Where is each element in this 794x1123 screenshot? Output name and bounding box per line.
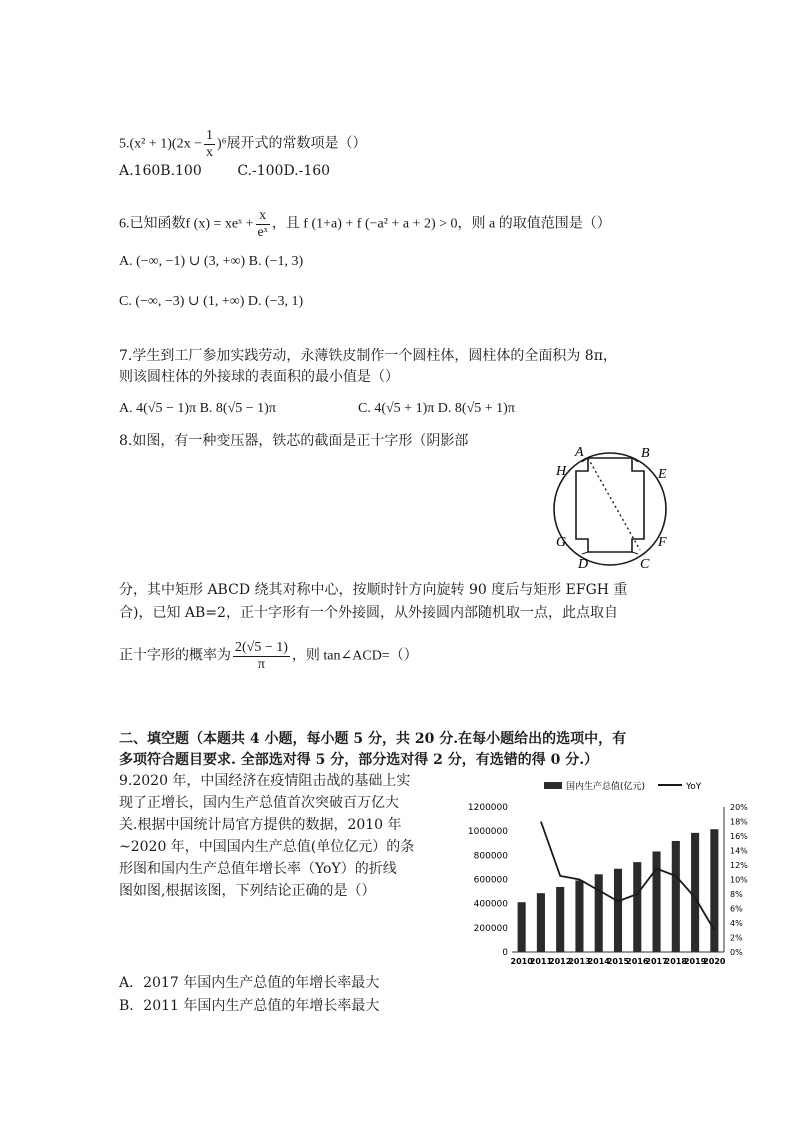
- q8-line2: 分，其中矩形 ABCD 绕其对称中心，按顺时针方向旋转 90 度后与矩形 EFGH 重: [119, 582, 628, 598]
- chart-legend: [544, 780, 702, 792]
- q6-frac-num: x: [256, 208, 270, 225]
- section2-heading: [119, 729, 626, 749]
- q5-frac-den: x: [205, 145, 213, 160]
- gdp-bar: [614, 869, 622, 952]
- q9-option-a: A．2017 年国内生产总值的年增长率最大: [119, 975, 380, 991]
- left-tick-label: 800000: [473, 851, 508, 862]
- label-h: H: [556, 464, 567, 479]
- q5-stem: [119, 128, 367, 161]
- q5-frac-num: 1: [205, 128, 213, 143]
- q9-line5: 形图和国内生产总值年增长率（YoY）的折线: [119, 861, 397, 877]
- q9-line1: 9.2020 年，中国经济在疫情阻击战的基础上实: [119, 773, 411, 789]
- x-tick-label: 2015: [606, 957, 630, 966]
- left-tick-label: 600000: [473, 875, 508, 886]
- gdp-chart: [458, 775, 754, 975]
- q9-option-b: B．2011 年国内生产总值的年增长率最大: [119, 998, 380, 1014]
- label-b: B: [641, 446, 650, 461]
- legend-bar-label: 国内生产总值(亿元): [566, 782, 646, 792]
- right-tick-label: 6%: [730, 904, 743, 914]
- right-tick-label: 20%: [730, 803, 748, 812]
- q7-line2: 则该圆柱体的外接球的表面积的最小值是（）: [119, 369, 399, 385]
- q8-frac-num: 2(√5 − 1): [235, 640, 288, 655]
- label-a: A: [575, 445, 584, 460]
- q8-line3: 合)，已知 AB=2，正十字形有一个外接圆，从外接圆内部随机取一点，此点取自: [119, 605, 618, 621]
- gdp-bar: [575, 880, 583, 952]
- q5-number: 5.: [119, 136, 130, 152]
- x-tick-label: 2020: [703, 957, 726, 966]
- section2-instructions: 多项符合题目要求. 全部选对得 5 分，部分选对得 2 分，有选错的得 0 分.）: [119, 752, 599, 768]
- q5-options: A.160B.100 C.-100D.-160: [119, 163, 331, 179]
- q9-line2: 现了正增长，国内生产总值首次突破百万亿大: [119, 795, 399, 811]
- label-e: E: [658, 467, 667, 482]
- label-d: D: [578, 557, 589, 572]
- left-tick-label: 1200000: [467, 803, 508, 813]
- gdp-bar: [556, 887, 564, 952]
- right-tick-label: 12%: [730, 861, 748, 870]
- cross-section-figure: [548, 440, 678, 576]
- gdp-bar: [595, 874, 603, 952]
- q8-probability-text: 正十字形的概率为: [119, 648, 231, 664]
- x-tick-label: 2010: [510, 957, 533, 966]
- q5-expression: (x² + 1)(2x −: [129, 136, 202, 152]
- q7-line1: 7.学生到工厂参加实践劳动，永薄铁皮制作一个圆柱体，圆柱体的全面积为 8π，: [119, 348, 617, 364]
- x-tick-label: 2018: [664, 957, 687, 966]
- gdp-bar: [652, 851, 660, 952]
- circumscribed-circle: [554, 453, 666, 565]
- right-tick-label: 2%: [730, 933, 743, 943]
- left-tick-label: 200000: [473, 923, 508, 934]
- q5-exponent: )⁶: [216, 136, 227, 152]
- q6-options-cd: C. (−∞, −3) ∪ (1, +∞) D. (−3, 1): [119, 294, 304, 309]
- q6-frac-den: eˣ: [257, 225, 268, 240]
- legend-bar-swatch: [544, 782, 562, 789]
- gdp-bar: [633, 862, 641, 952]
- x-tick-label: 2012: [549, 957, 572, 966]
- section2-title-cont: 在每小题给出的选项中，有: [458, 731, 627, 747]
- label-c: C: [640, 557, 650, 572]
- x-tick-label: 2016: [626, 957, 649, 966]
- gdp-bar: [537, 893, 545, 952]
- q5-question-text: 展开式的常数项是（）: [226, 136, 367, 152]
- q7-options-cd: C. 4(√5 + 1)π D. 8(√5 + 1)π: [358, 401, 515, 416]
- q9-line4: ~2020 年，中国国内生产总值(单位亿元）的条: [119, 839, 415, 855]
- cross-shape: [576, 458, 644, 552]
- gdp-bar: [672, 841, 680, 952]
- q6-options-ab: A. (−∞, −1) ∪ (3, +∞) B. (−1, 3): [119, 254, 304, 269]
- gdp-bar: [518, 902, 526, 952]
- right-tick-label: 4%: [730, 919, 743, 928]
- q6-function: f (x) = xeˣ +: [185, 216, 254, 232]
- q8-line1: 8.如图，有一种变压器，铁芯的截面是正十字形（阴影部: [119, 433, 469, 449]
- x-tick-label: 2011: [529, 957, 553, 966]
- yoy-series-line: [541, 822, 714, 931]
- q6-stem: [119, 208, 611, 241]
- q9-line3: 关.根据中国统计局官方提供的数据，2010 年: [119, 817, 402, 833]
- right-tick-label: 0%: [730, 948, 743, 957]
- x-tick-label: 2014: [587, 957, 610, 966]
- q8-line4: [119, 640, 418, 673]
- x-tick-label: 2019: [683, 957, 707, 966]
- gdp-bar: [691, 833, 699, 952]
- q6-fraction: [256, 208, 270, 241]
- right-tick-label: 18%: [730, 817, 748, 827]
- x-tick-label: 2013: [568, 957, 591, 966]
- label-g: G: [556, 535, 567, 550]
- right-tick-label: 14%: [730, 846, 748, 856]
- q6-condition: ，且 f (1+a) + f (−a² + a + 2) > 0，则 a 的取值范围是（）: [271, 216, 611, 232]
- right-tick-label: 8%: [730, 890, 743, 899]
- label-f: F: [658, 535, 667, 550]
- right-tick-label: 16%: [730, 832, 748, 841]
- q5-fraction: [204, 128, 215, 161]
- x-tick-label: 2017: [645, 957, 668, 966]
- q9-line6: 图如图,根据该图，下列结论正确的是（）: [119, 883, 376, 899]
- gdp-bar: [710, 829, 718, 952]
- legend-line-label: YoY: [686, 782, 702, 792]
- q7-options-ab: A. 4(√5 − 1)π B. 8(√5 − 1)π: [119, 401, 276, 416]
- left-tick-label: 1000000: [467, 827, 508, 838]
- left-tick-label: 0: [502, 948, 508, 958]
- q8-frac-den: π: [257, 657, 265, 672]
- right-tick-label: 10%: [730, 875, 748, 885]
- left-tick-label: 400000: [473, 899, 508, 910]
- q8-question-end: ，则 tan∠ACD=（）: [291, 648, 418, 664]
- q6-number: 6.已知函数: [119, 216, 186, 232]
- q8-fraction: [233, 640, 290, 673]
- section2-title: 二、填空题（本题共 4 小题，每小题 5 分，共 20 分.: [119, 731, 459, 747]
